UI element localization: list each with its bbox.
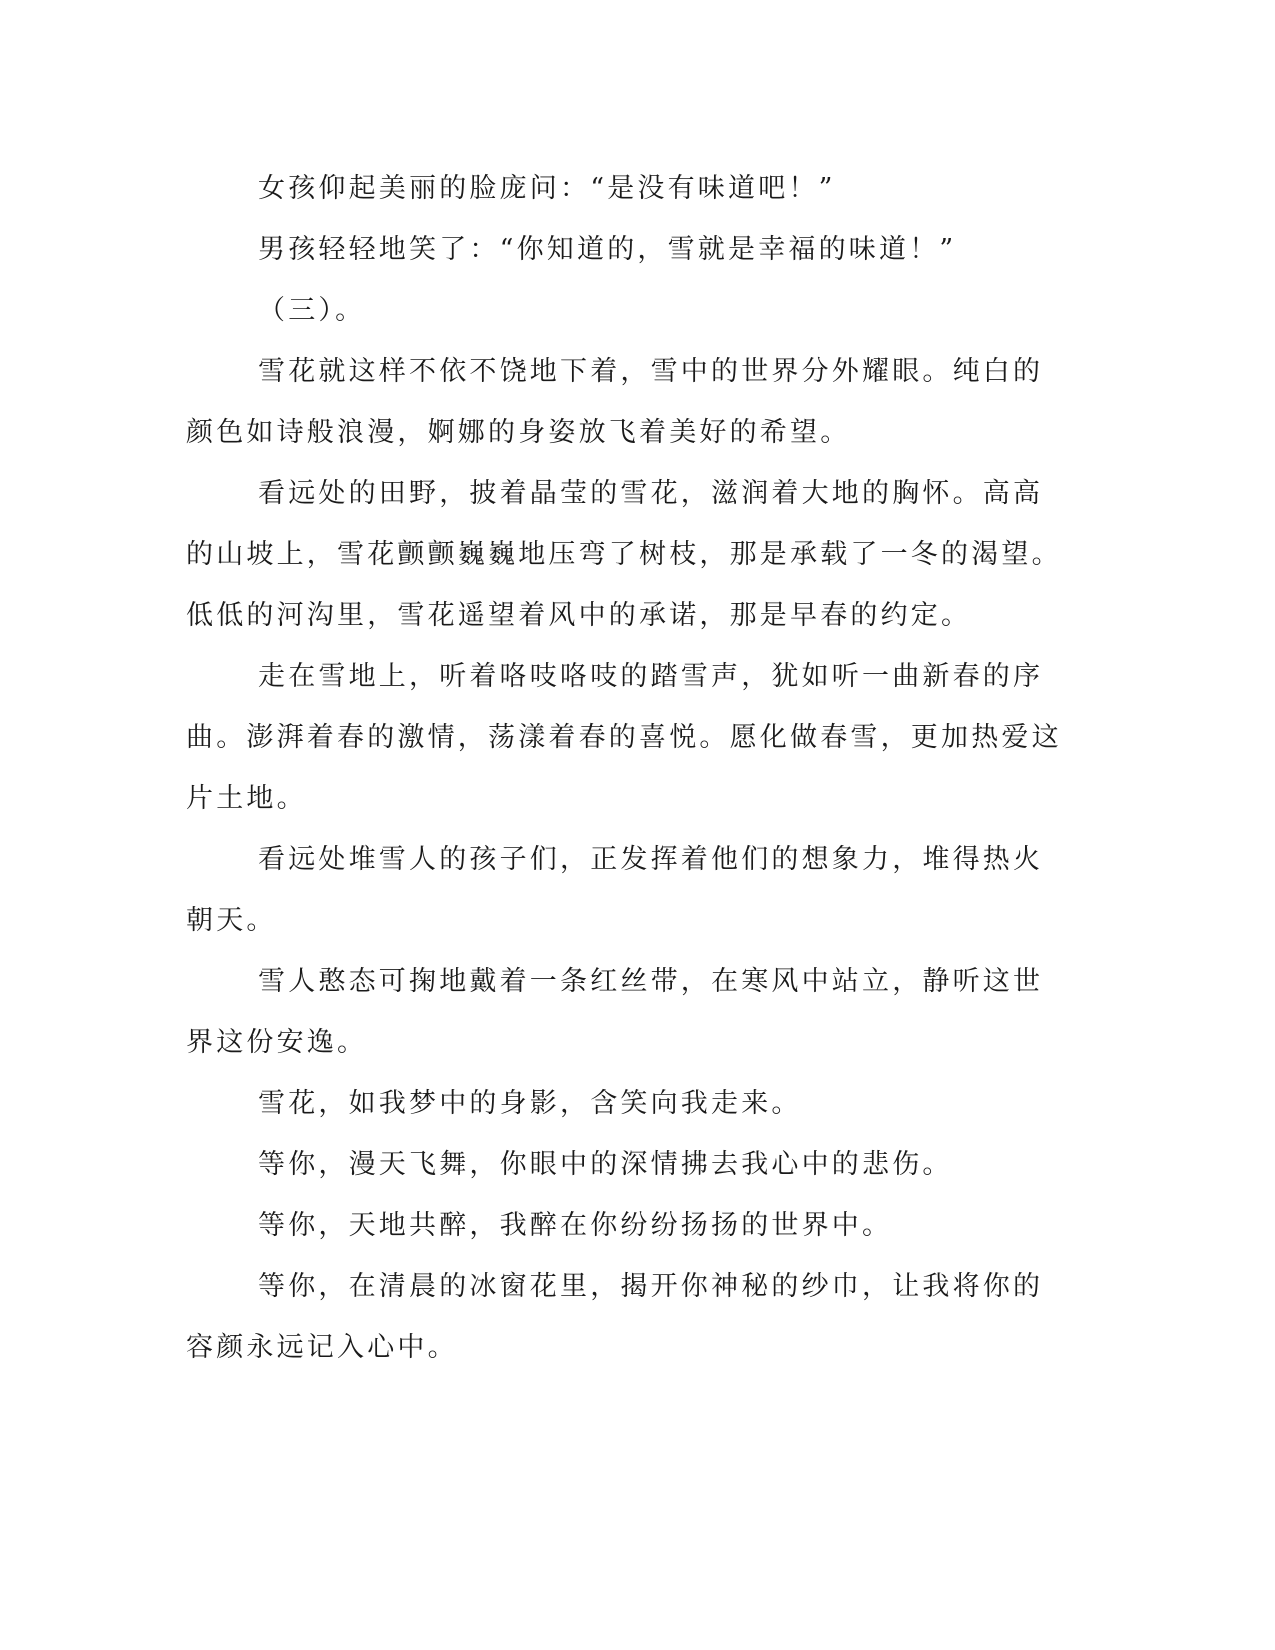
paragraph: 看远处的田野，披着晶莹的雪花，滋润着大地的胸怀。高高的山坡上，雪花颤颤巍巍地压弯了树枝，那是承载了一冬的渴望。低低的河沟里，雪花遥望着风中的承诺，那是早春的约定。 bbox=[186, 478, 1062, 631]
paragraph: 男孩轻轻地笑了：“你知道的，雪就是幸福的味道！” bbox=[258, 234, 957, 265]
paragraph: 等你，天地共醉，我醉在你纷纷扬扬的世界中。 bbox=[258, 1210, 893, 1241]
paragraph: 看远处堆雪人的孩子们，正发挥着他们的想象力，堆得热火朝天。 bbox=[186, 844, 1044, 936]
paragraph: 雪花，如我梦中的身影，含笑向我走来。 bbox=[258, 1088, 802, 1119]
document-body bbox=[186, 158, 1066, 1378]
paragraph: 走在雪地上，听着咯吱咯吱的踏雪声，犹如听一曲新春的序曲。澎湃着春的激情，荡漾着春的喜悦。愿化做春雪，更加热爱这片土地。 bbox=[186, 661, 1062, 814]
paragraph: 雪人憨态可掬地戴着一条红丝带，在寒风中站立，静听这世界这份安逸。 bbox=[186, 966, 1044, 1058]
paragraph: 女孩仰起美丽的脸庞问：“是没有味道吧！” bbox=[258, 173, 836, 204]
paragraph: 雪花就这样不依不饶地下着，雪中的世界分外耀眼。纯白的颜色如诗般浪漫，婀娜的身姿放飞着美好的希望。 bbox=[186, 356, 1044, 448]
paragraph: 等你，漫天飞舞，你眼中的深情拂去我心中的悲伤。 bbox=[258, 1149, 953, 1180]
section-heading: （三）。 bbox=[258, 295, 366, 326]
paragraph: 等你，在清晨的冰窗花里，揭开你神秘的纱巾，让我将你的容颜永远记入心中。 bbox=[186, 1271, 1044, 1363]
